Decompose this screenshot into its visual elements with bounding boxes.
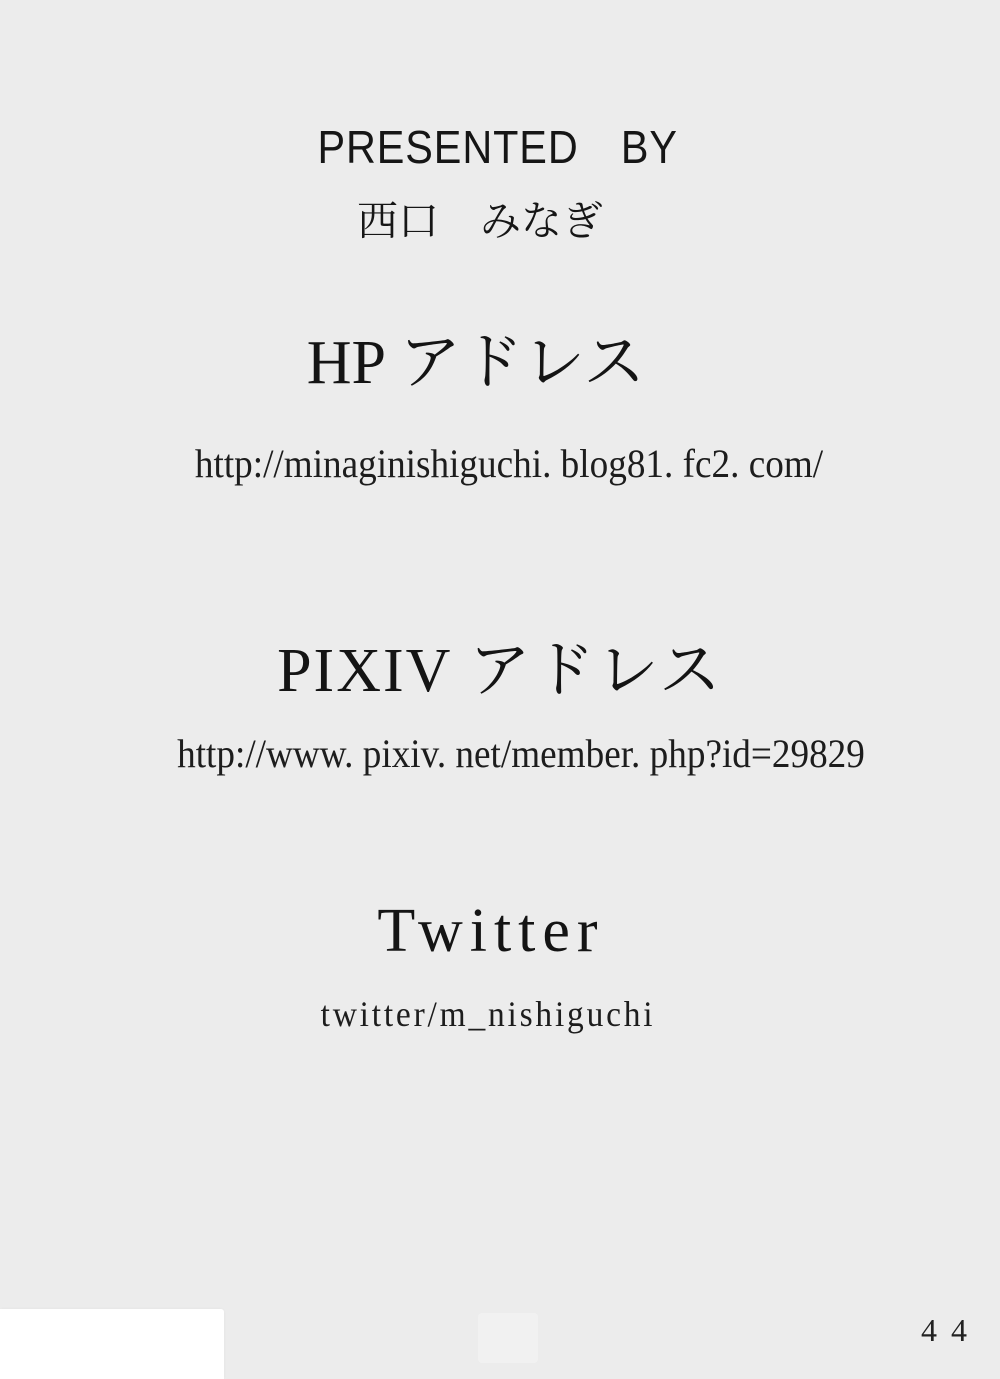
scan-artifact-white-box bbox=[0, 1309, 224, 1379]
section-heading-hp-address: HP アドレス bbox=[306, 329, 646, 397]
hp-url-text: http://minaginishiguchi. blog81. fc2. com/ bbox=[194, 441, 824, 486]
twitter-handle-text: twitter/m_nishiguchi bbox=[320, 994, 656, 1034]
presented-by-line: PRESENTED BY bbox=[317, 121, 678, 173]
section-heading-pixiv-address: PIXIV アドレス bbox=[277, 637, 723, 705]
section-heading-twitter: Twitter bbox=[377, 897, 605, 965]
page-number: 44 bbox=[921, 1312, 981, 1348]
scan-artifact-smudge bbox=[478, 1313, 538, 1363]
author-name: 西口 みなぎ bbox=[357, 198, 603, 244]
pixiv-url-text: http://www. pixiv. net/member. php?id=29829 bbox=[177, 731, 865, 776]
